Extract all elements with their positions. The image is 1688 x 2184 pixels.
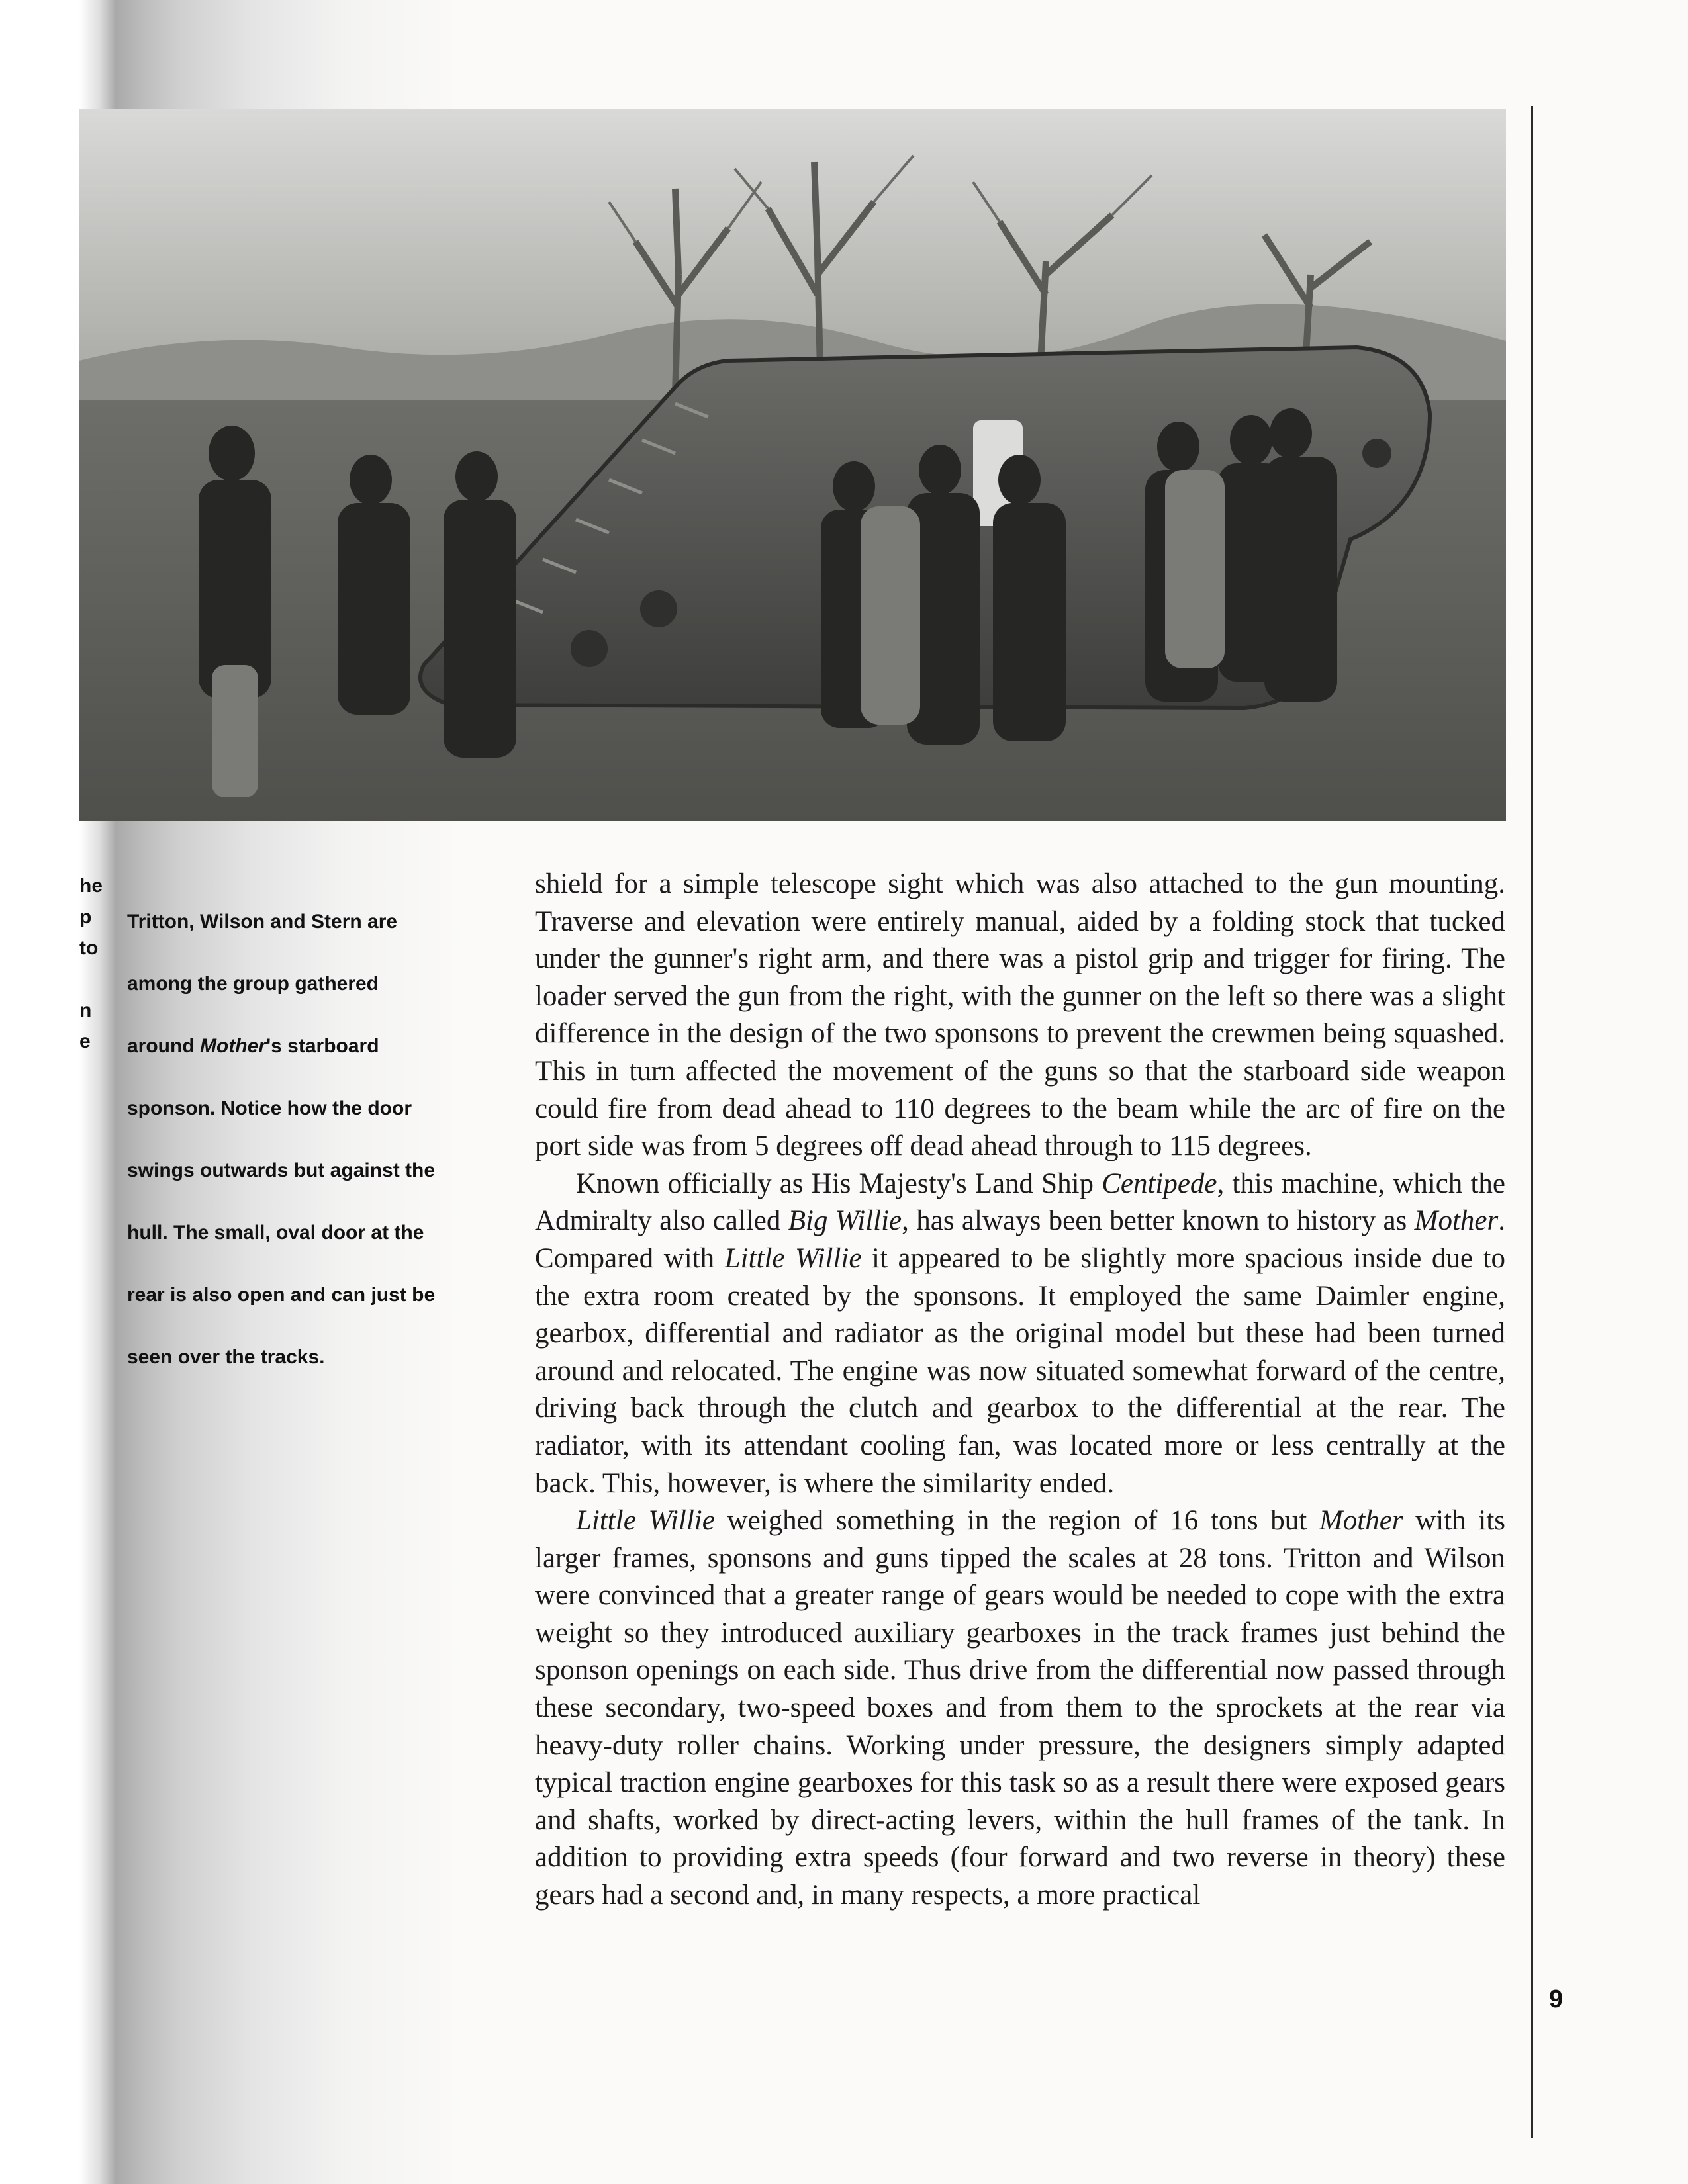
caption-text: 's starboard: [266, 1035, 379, 1057]
caption-line: among the group gathered: [127, 973, 379, 995]
caption-line: Tritton, Wilson and Stern are: [127, 911, 398, 933]
fragment: he: [79, 875, 103, 897]
caption-text: around: [127, 1035, 200, 1057]
text: Known officially as His Majesty's Land Ship: [576, 1167, 1102, 1199]
caption-line: [127, 1030, 485, 1062]
fragment: p: [79, 906, 92, 928]
text: . Compared with: [535, 1205, 1505, 1274]
caption-line: hull. The small, oval door at the: [127, 1222, 424, 1244]
page-edge-rule: [1531, 106, 1533, 2138]
page-number: 9: [1549, 1985, 1564, 2013]
text: with its larger frames, sponsons and guns tipped the scales at 28 tons. Tritton and Wilson were convinced that a greater range of gears would be needed to cope with the extra weight so they introduced auxiliary gearboxes in the track frames just behind the sponson openings on each side. Thus drive from the differential now passed through these secondary, two-speed boxes and from them to the sprockets at the rear via heavy-duty roller chains. Working under pressure, the designers simply adapted typical traction engine gearboxes for this task so as a result there were exposed gears and shafts, worked by direct-acting levers, within the hull frames of the tank. In addition to providing extra speeds (four forward and two reverse in theory) these gears had a second and, in many respects, a more practical: [535, 1505, 1506, 1911]
ship-name: Mother: [1319, 1505, 1403, 1537]
ship-name: Big Willie: [788, 1205, 902, 1237]
text: it appeared to be slightly more spacious inside due to the extra room created by the sponsons. It employed the same Daimler engine, gearbox, differential and radiator as the original model but these had been turned around and relocated. The engine was now situated somewhat forward of the centre, driving back through the clutch and gearbox to the differential at the rear. The radiator, with its attendant cooling fan, was located more or less centrally at the back. This, however, is where the similarity ended.: [535, 1242, 1505, 1499]
caption-mother: Mother: [200, 1035, 266, 1057]
body-text: [535, 866, 1505, 1915]
paragraph-2: [535, 1165, 1505, 1502]
caption-line: rear is also open and can just be: [127, 1284, 436, 1306]
photo-caption: [127, 875, 485, 1404]
caption-line: swings outwards but against the: [127, 1160, 436, 1181]
text: , has always been better known to history as: [902, 1205, 1415, 1237]
caption-line: sponson. Notice how the door: [127, 1097, 412, 1119]
caption-line: seen over the tracks.: [127, 1346, 325, 1368]
text: , this machine, which the Admiralty also called: [535, 1167, 1505, 1237]
paragraph-1: shield for a simple telescope sight which was also attached to the gun mounting. Traverse and elevation were entirely manual, aided by a folding stock that tucked under the gunner's right arm, and there was a pistol grip and trigger for firing. The loader served the gun from the right, with the gunner on the left so there was a slight difference in the design of the two sponsons to prevent the crewmen being squashed. This in turn affected the movement of the guns so that the starboard side weapon could fire from dead ahead to 110 degrees to the beam while the arc of fire on the port side was from 5 degrees off dead ahead through to 115 degrees.: [535, 868, 1505, 1162]
tank-photograph: [79, 109, 1506, 821]
fragment: to: [79, 937, 99, 959]
paragraph-3: [535, 1502, 1505, 1915]
fragment: e: [79, 1030, 91, 1052]
ship-name: Little Willie: [576, 1505, 715, 1537]
tank-photo-illustration: [79, 109, 1506, 821]
ship-name: Little Willie: [724, 1242, 862, 1274]
ship-name: Centipede: [1102, 1167, 1217, 1199]
ship-name: Mother: [1414, 1205, 1499, 1237]
fragment: n: [79, 999, 92, 1021]
text: weighed something in the region of 16 tons but: [714, 1505, 1319, 1537]
